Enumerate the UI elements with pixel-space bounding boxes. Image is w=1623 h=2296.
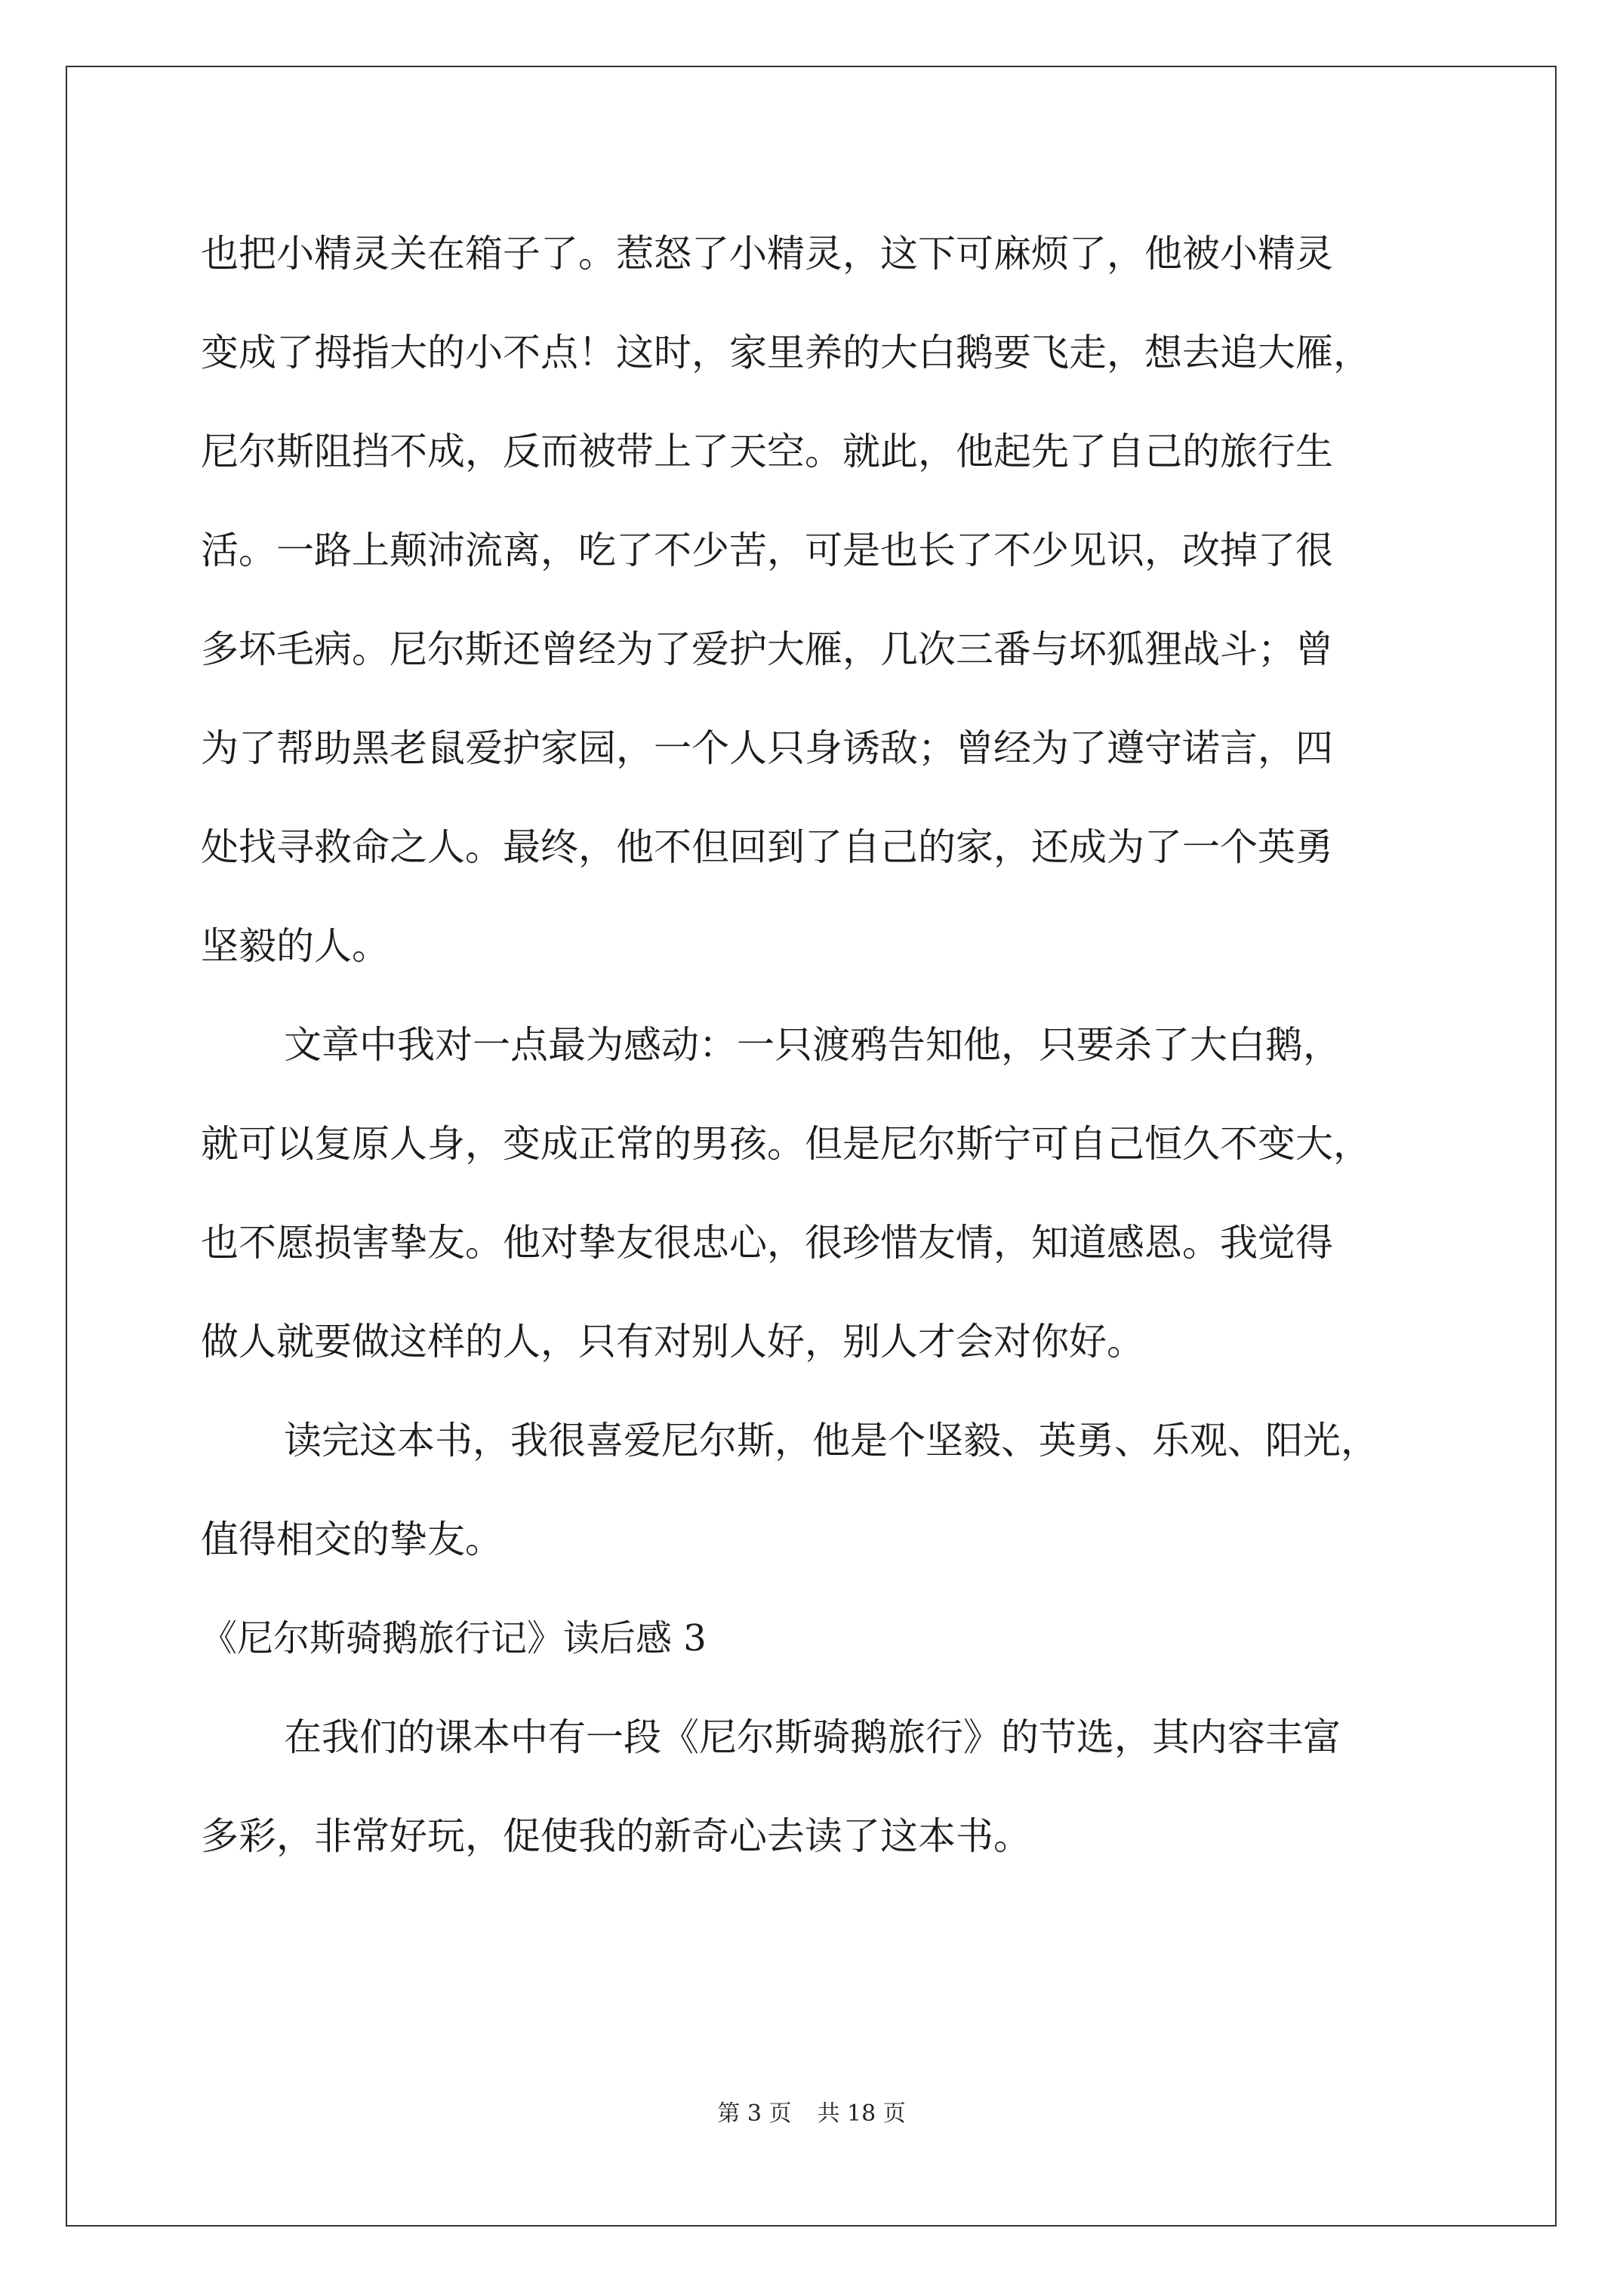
page-footer	[0, 2099, 1623, 2129]
paragraph-first-line: 在我们的课本中有一段《尼尔斯骑鹅旅行》的节选，其内容丰富	[284, 1715, 1341, 1759]
body-line: 处找寻救命之人。最终，他不但回到了自己的家，还成为了一个英勇	[201, 825, 1333, 869]
body-line: 也不愿损害挚友。他对挚友很忠心，很珍惜友情，知道感恩。我觉得	[201, 1221, 1333, 1265]
paragraph-first-line: 文章中我对一点最为感动：一只渡鸦告知他，只要杀了大白鹅，	[284, 1023, 1341, 1067]
body-line: 也把小精灵关在箱子了。惹怒了小精灵，这下可麻烦了，他被小精灵	[201, 232, 1333, 276]
body-line: 值得相交的挚友。	[201, 1518, 503, 1561]
paragraph-first-line: 读完这本书，我很喜爱尼尔斯，他是个坚毅、英勇、乐观、阳光，	[284, 1419, 1378, 1462]
page-total: 共 18 页	[817, 2100, 906, 2127]
section-heading: 《尼尔斯骑鹅旅行记》读后感 3	[201, 1617, 707, 1660]
body-line: 坚毅的人。	[201, 924, 390, 968]
body-line: 多坏毛病。尼尔斯还曾经为了爱护大雁，几次三番与坏狐狸战斗；曾	[201, 627, 1333, 671]
body-line: 做人就要做这样的人，只有对别人好，别人才会对你好。	[201, 1320, 1144, 1364]
body-line: 尼尔斯阻挡不成，反而被带上了天空。就此，他起先了自己的旅行生	[201, 430, 1333, 473]
page-number: 第 3 页	[717, 2100, 792, 2127]
body-line: 多彩，非常好玩，促使我的新奇心去读了这本书。	[201, 1814, 1031, 1858]
body-line: 就可以复原人身，变成正常的男孩。但是尼尔斯宁可自己恒久不变大，	[201, 1122, 1371, 1166]
body-line: 为了帮助黑老鼠爱护家园，一个人只身诱敌；曾经为了遵守诺言，四	[201, 726, 1333, 770]
body-line: 变成了拇指大的小不点！这时，家里养的大白鹅要飞走，想去追大雁，	[201, 331, 1371, 374]
body-line: 活。一路上颠沛流离，吃了不少苦，可是也长了不少见识，改掉了很	[201, 529, 1333, 572]
